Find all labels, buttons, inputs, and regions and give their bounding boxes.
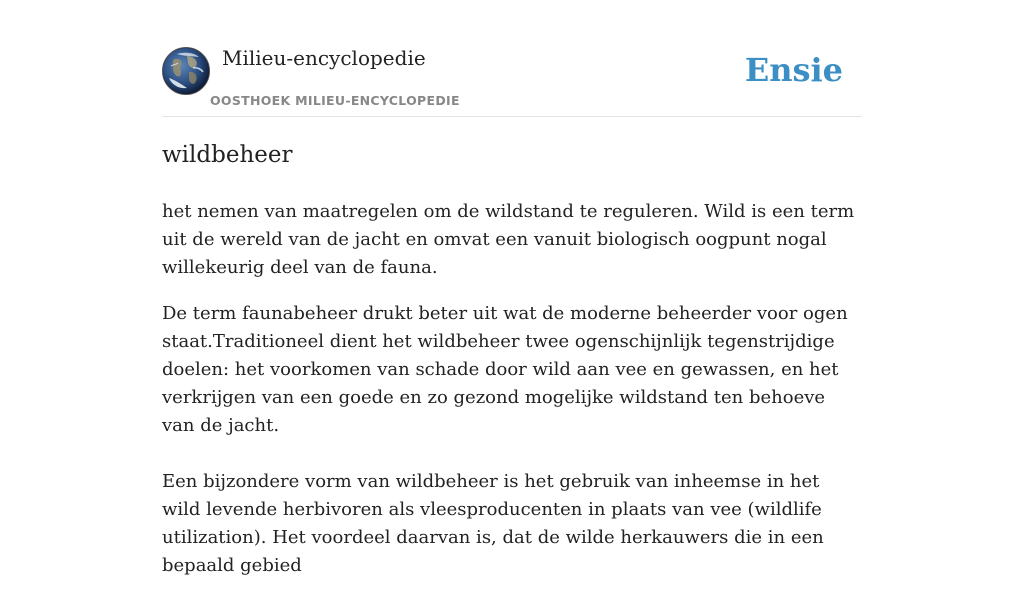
page-title: wildbeheer — [162, 142, 293, 168]
article — [162, 138, 862, 598]
brand-logo-link[interactable]: Ensie — [744, 51, 843, 89]
site-name[interactable]: Milieu-encyclopedie — [222, 46, 426, 70]
article-paragraph: het nemen van maatregelen om de wildstand te reguleren. Wild is een term uit de wereld van de jacht en omvat een vanuit biologisch oogpunt nogal willekeurig deel van de fauna. — [162, 201, 855, 278]
site-header — [162, 0, 862, 117]
article-paragraph: Een bijzondere vorm van wildbeheer is het gebruik van inheemse in het wild levende herbivoren als vleesproducenten in plaats van vee (wildlife utilization). Het voordeel daarvan is, dat de wilde herkauwers die in een bepaald gebied — [162, 471, 824, 576]
page — [162, 0, 862, 576]
site-subtitle: OOSTHOEK MILIEU-ENCYCLOPEDIE — [210, 93, 460, 108]
article-paragraph: De term faunabeheer drukt beter uit wat de moderne beheerder voor ogen staat.Traditioneel dient het wildbeheer twee ogenschijnlijk tegenstrijdige doelen: het voorkomen van schade door wild aan vee en gewassen, en het verkrijgen van een goede en zo gezond mogelijke wildstand ten behoeve van de jacht. — [162, 303, 848, 436]
earth-logo-icon[interactable] — [162, 47, 210, 95]
